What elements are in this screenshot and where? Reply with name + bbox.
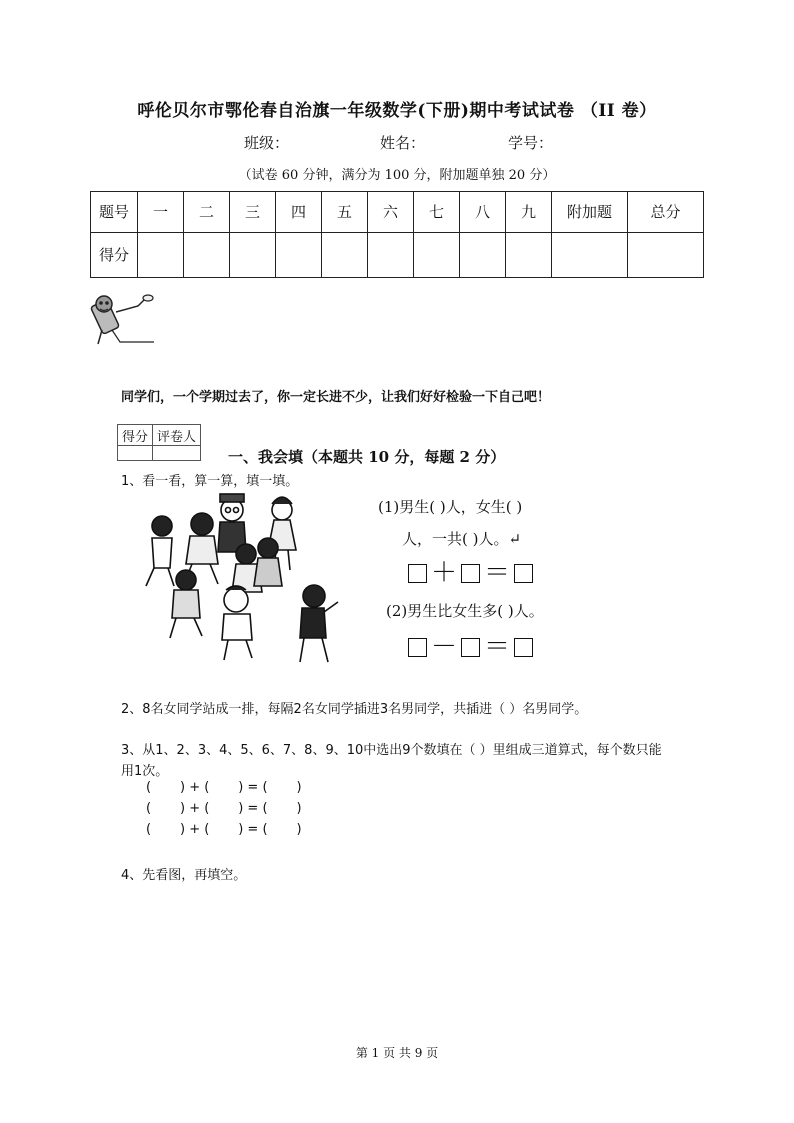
score-col: 八 (460, 192, 506, 233)
q1-subtraction-equation (408, 634, 533, 660)
score-col: 六 (368, 192, 414, 233)
equals-sign: ＝ (484, 558, 511, 588)
equals-sign: ＝ (484, 632, 511, 662)
grader-table (117, 424, 201, 461)
score-table-head-question: 题号 (91, 192, 138, 233)
q1-addition-equation (408, 560, 533, 586)
pencil-mascot-icon (88, 290, 160, 352)
page-footer: 第 1 页 共 9 页 (355, 1046, 439, 1060)
score-table (90, 191, 704, 278)
minus-sign: － (431, 632, 458, 662)
section-1-heading: 一、我会填（本题共 10 分，每题 2 分） (228, 448, 506, 466)
grader-table-grader: 评卷人 (153, 425, 201, 446)
grader-name-cell[interactable] (153, 446, 201, 461)
score-cell[interactable] (506, 233, 552, 278)
score-col: 三 (230, 192, 276, 233)
score-col-bonus: 附加题 (552, 192, 628, 233)
score-cell[interactable] (552, 233, 628, 278)
q3-equation-1[interactable]: ( ) + ( ) = ( ) (146, 780, 302, 795)
answer-box[interactable] (461, 638, 480, 657)
score-cell[interactable] (460, 233, 506, 278)
q3-equation-2[interactable]: ( ) + ( ) = ( ) (146, 801, 302, 816)
score-cell[interactable] (368, 233, 414, 278)
intro-text: 同学们，一个学期过去了，你一定长进不少，让我们好好检验一下自己吧！ (121, 390, 551, 405)
answer-box[interactable] (514, 564, 533, 583)
question-3-line-2: 用1次。 (121, 764, 169, 779)
score-col-total: 总分 (628, 192, 704, 233)
score-cell[interactable] (322, 233, 368, 278)
q1-line-1: (1)男生( )人，女生( ) (378, 498, 523, 516)
children-group-illustration-icon (140, 490, 340, 668)
question-1: 1、看一看，算一算，填一填。 (121, 474, 299, 489)
score-cell[interactable] (414, 233, 460, 278)
grader-score-cell[interactable] (118, 446, 153, 461)
question-2: 2、8名女同学站成一排，每隔2名女同学插进3名男同学，共插进（ ）名男同学。 (121, 702, 588, 717)
question-3-line-1: 3、从1、2、3、4、5、6、7、8、9、10中选出9个数填在（ ）里组成三道算式，每个数只能 (121, 743, 662, 758)
score-cell[interactable] (276, 233, 322, 278)
score-col: 二 (184, 192, 230, 233)
score-col: 五 (322, 192, 368, 233)
q1-line-3: (2)男生比女生多( )人。 (386, 602, 544, 620)
question-4: 4、先看图，再填空。 (121, 868, 247, 883)
answer-box[interactable] (408, 564, 427, 583)
exam-title: 呼伦贝尔市鄂伦春自治旗一年级数学(下册)期中考试试卷 （II 卷） (137, 101, 657, 121)
score-col: 一 (138, 192, 184, 233)
class-label: 班级： (244, 134, 290, 152)
plus-sign: ＋ (431, 558, 458, 588)
answer-box[interactable] (514, 638, 533, 657)
score-col: 七 (414, 192, 460, 233)
score-table-head-score: 得分 (91, 233, 138, 278)
score-cell[interactable] (138, 233, 184, 278)
score-cell[interactable] (230, 233, 276, 278)
q3-equation-3[interactable]: ( ) + ( ) = ( ) (146, 822, 302, 837)
score-col: 四 (276, 192, 322, 233)
q1-line-2: 人，一共( )人。↵ (402, 530, 522, 548)
score-cell[interactable] (184, 233, 230, 278)
exam-note: （试卷 60 分钟，满分为 100 分，附加题单独 20 分） (238, 168, 556, 183)
score-cell[interactable] (628, 233, 704, 278)
answer-box[interactable] (461, 564, 480, 583)
student-id-label: 学号： (508, 134, 554, 152)
answer-box[interactable] (408, 638, 427, 657)
grader-table-score: 得分 (118, 425, 153, 446)
score-col: 九 (506, 192, 552, 233)
name-label: 姓名： (380, 134, 426, 152)
